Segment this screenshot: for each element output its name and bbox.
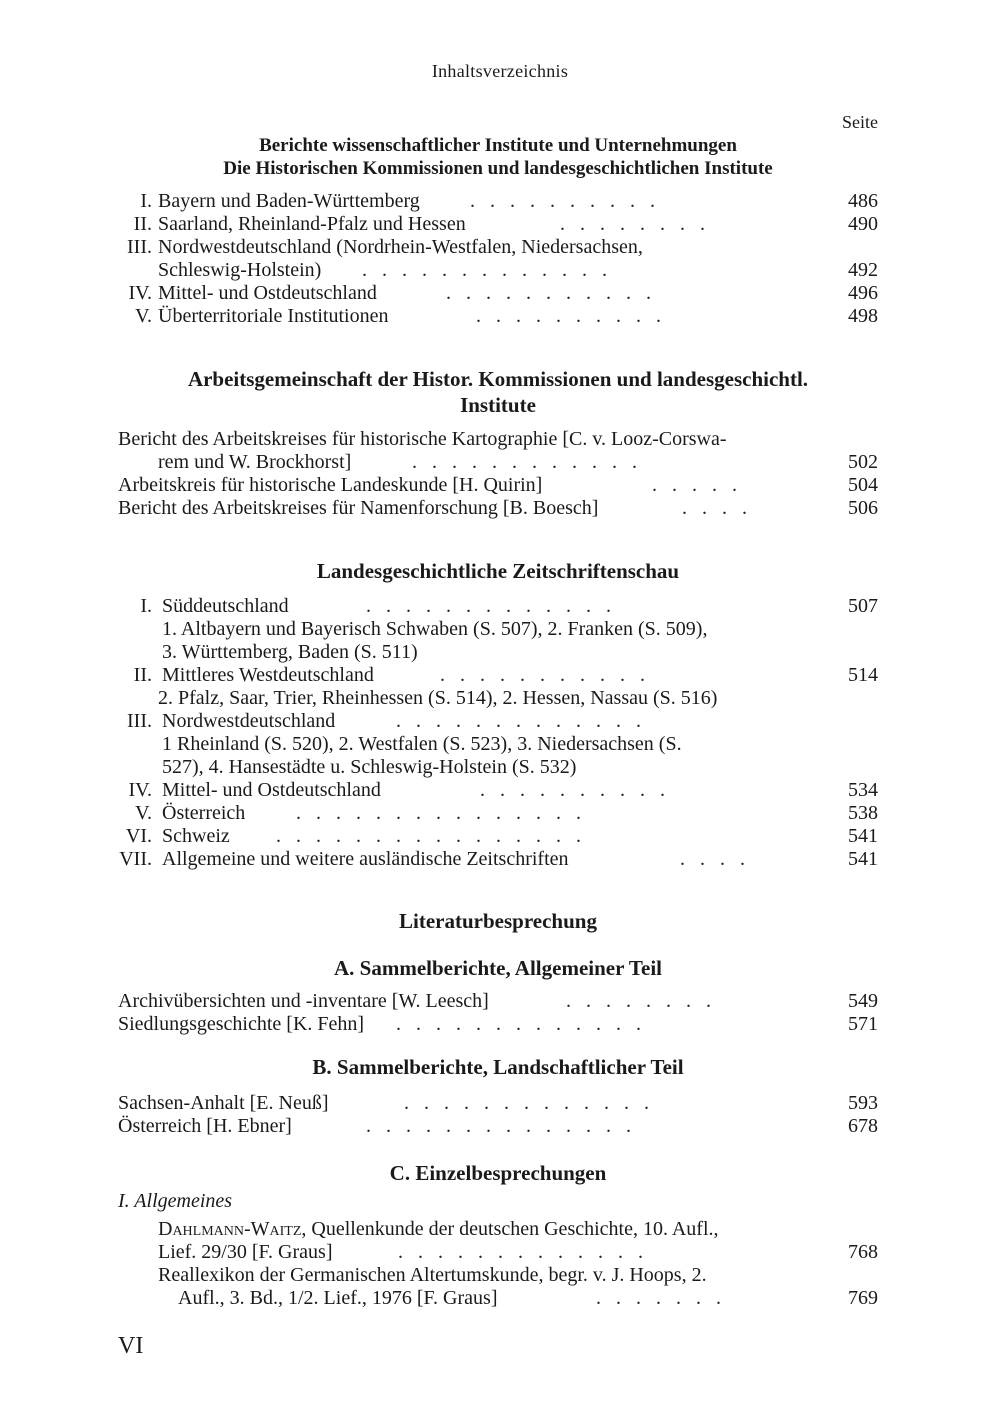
entry-title: Bayern und Baden-Württemberg (158, 190, 420, 212)
leader-dots: . . . . (682, 497, 747, 519)
section-heading: Literaturbesprechung (399, 909, 597, 933)
leader-dots: . . . . . . . . . . (470, 190, 655, 212)
entry-title-continued: rem und W. Brockhorst] (158, 451, 352, 473)
entry-page: 502 (848, 451, 878, 473)
toc-entry (0, 1218, 1000, 1241)
toc-entry-continuation (0, 1287, 1000, 1310)
entry-page: 549 (848, 990, 878, 1012)
toc-subentry (0, 618, 1000, 641)
running-head: Inhaltsverzeichnis (431, 61, 569, 81)
toc-entry (0, 1115, 1000, 1138)
toc-entry (0, 1092, 1000, 1115)
page-folio: VI (118, 1333, 144, 1359)
leader-dots: . . . . . (652, 474, 737, 496)
toc-entry (0, 802, 1000, 825)
toc-entry (0, 1013, 1000, 1036)
entry-page: 678 (848, 1115, 878, 1137)
leader-dots: . . . . . . . (596, 1287, 721, 1309)
entry-page: 538 (848, 802, 878, 824)
entry-page: 506 (848, 497, 878, 519)
toc-entry (0, 595, 1000, 618)
toc-entry (0, 848, 1000, 871)
toc-entry (0, 428, 1000, 451)
entry-page: 571 (848, 1013, 878, 1035)
entry-number: IV. (128, 282, 152, 304)
subentry-text: 1 Rheinland (S. 520), 2. Westfalen (S. 523), 3. Niedersachsen (S. (162, 733, 682, 755)
entry-title: Österreich [H. Ebner] (118, 1115, 292, 1137)
entry-number: II. (133, 213, 152, 235)
entry-title: Siedlungsgeschichte [K. Fehn] (118, 1013, 365, 1035)
category-title: I. Allgemeines (118, 1190, 233, 1212)
toc-entry (0, 190, 1000, 213)
entry-page: 593 (848, 1092, 878, 1114)
entry-title-continued: Lief. 29/30 [F. Graus] (158, 1241, 333, 1263)
entry-number: I. (140, 190, 152, 212)
toc-entry (0, 474, 1000, 497)
leader-dots: . . . . . . . . . . . . . (398, 1241, 643, 1263)
section-heading: Arbeitsgemeinschaft der Histor. Kommissionen und landesgeschichtl. (187, 367, 809, 391)
entry-title: Sachsen-Anhalt [E. Neuß] (118, 1092, 329, 1114)
entry-page: 507 (848, 595, 878, 617)
entry-number: III. (127, 236, 152, 258)
entry-page: 768 (848, 1241, 878, 1263)
entry-page: 492 (848, 259, 878, 281)
subentry-text: 2. Pfalz, Saar, Trier, Rheinhessen (S. 514), 2. Hessen, Nassau (S. 516) (158, 687, 718, 709)
entry-number: V. (135, 305, 152, 327)
entry-title: Mittleres Westdeutschland (162, 664, 374, 686)
subentry-text: 527), 4. Hansestädte u. Schleswig-Holstein (S. 532) (162, 756, 577, 778)
toc-subentry (0, 687, 1000, 710)
entry-title-rest: , Quellenkunde der deutschen Geschichte, 10. Aufl., (301, 1218, 719, 1240)
entry-page: 490 (848, 213, 878, 235)
category-label (0, 1190, 1000, 1213)
leader-dots: . . . . . . . . . . . . (412, 451, 637, 473)
entry-title: Bericht des Arbeitskreises für Namenforschung [B. Boesch] (118, 497, 599, 519)
toc-entry (0, 497, 1000, 520)
leader-dots: . . . . . . . . . . . . . (396, 710, 641, 732)
entry-number: V. (135, 802, 152, 824)
toc-entry (0, 305, 1000, 328)
toc-entry (0, 213, 1000, 236)
toc-entry-continuation (0, 451, 1000, 474)
entry-page: 504 (848, 474, 878, 496)
entry-title: Arbeitskreis für historische Landeskunde [H. Quirin] (118, 474, 543, 496)
leader-dots: . . . . . . . . . . . (440, 664, 645, 686)
subsection-heading: A. Sammelberichte, Allgemeiner Teil (334, 956, 662, 980)
section-heading: Berichte wissenschaftlicher Institute und Unternehmungen (259, 135, 737, 156)
toc-entry (0, 710, 1000, 733)
subsection-heading: B. Sammelberichte, Landschaftlicher Teil (312, 1055, 684, 1079)
entry-page: 496 (848, 282, 878, 304)
entry-title: Archivübersichten und -inventare [W. Leesch] (118, 990, 489, 1012)
subsection-heading: C. Einzelbesprechungen (389, 1161, 607, 1185)
entry-title: Nordwestdeutschland (Nordrhein-Westfalen, Niedersachsen, (158, 236, 643, 258)
leader-dots: . . . . . . . . . . . . . (366, 595, 611, 617)
leader-dots: . . . . . . . . . . (476, 305, 661, 327)
section-subheading: Die Historischen Kommissionen und landesgeschichtlichen Institute (223, 158, 773, 179)
subentry-text: 3. Württemberg, Baden (S. 511) (162, 641, 418, 663)
leader-dots: . . . . . . . . . . . . . (362, 259, 607, 281)
leader-dots: . . . . . . . . . . . (446, 282, 651, 304)
toc-subentry (0, 641, 1000, 664)
entry-title (158, 1218, 719, 1241)
entry-number: VI. (125, 825, 152, 847)
entry-number: II. (133, 664, 152, 686)
leader-dots: . . . . . . . . . . . . . (396, 1013, 641, 1035)
entry-page: 769 (848, 1287, 878, 1309)
leader-dots: . . . . . . . . . . . . . . . . (276, 825, 581, 847)
toc-entry (0, 825, 1000, 848)
entry-title: Süddeutschland (162, 595, 289, 617)
entry-title: Bericht des Arbeitskreises für historische Kartographie [C. v. Looz-Corswa- (118, 428, 727, 450)
entry-title-continued: Aufl., 3. Bd., 1/2. Lief., 1976 [F. Graus] (178, 1287, 498, 1309)
toc-entry (0, 664, 1000, 687)
toc-subentry (0, 733, 1000, 756)
entry-number: I. (140, 595, 152, 617)
entry-title: Schweiz (162, 825, 230, 847)
entry-title: Saarland, Rheinland-Pfalz und Hessen (158, 213, 466, 235)
section-heading-continued: Institute (460, 393, 536, 417)
section-heading: Landesgeschichtliche Zeitschriftenschau (316, 559, 680, 583)
subentry-text: 1. Altbayern und Bayerisch Schwaben (S. 507), 2. Franken (S. 509), (162, 618, 708, 640)
entry-page: 514 (848, 664, 878, 686)
toc-entry (0, 990, 1000, 1013)
toc-subentry (0, 756, 1000, 779)
leader-dots: . . . . . . . . . . . . . . (366, 1115, 631, 1137)
toc-entry (0, 236, 1000, 259)
entry-title-continued: Schleswig-Holstein) (158, 259, 322, 281)
entry-number: VII. (119, 848, 152, 870)
leader-dots: . . . . (680, 848, 745, 870)
entry-title: Mittel- und Ostdeutschland (158, 282, 377, 304)
page-column-label: Seite (842, 112, 878, 132)
entry-page: 486 (848, 190, 878, 212)
entry-title: Österreich (162, 802, 246, 824)
toc-entry-continuation (0, 1241, 1000, 1264)
toc-entry (0, 1264, 1000, 1287)
toc-entry (0, 282, 1000, 305)
leader-dots: . . . . . . . . . . . . . . . (296, 802, 581, 824)
toc-entry-continuation (0, 259, 1000, 282)
entry-title: Allgemeine und weitere ausländische Zeitschriften (162, 848, 569, 870)
entry-number: IV. (128, 779, 152, 801)
entry-page: 541 (848, 825, 878, 847)
entry-author: Dahlmann-Waitz (158, 1218, 302, 1240)
entry-title: Nordwestdeutschland (162, 710, 336, 732)
leader-dots: . . . . . . . . (566, 990, 711, 1012)
entry-page: 534 (848, 779, 878, 801)
leader-dots: . . . . . . . . . . (480, 779, 665, 801)
leader-dots: . . . . . . . . . . . . . (404, 1092, 649, 1114)
entry-title: Reallexikon der Germanischen Altertumskunde, begr. v. J. Hoops, 2. (158, 1264, 707, 1286)
entry-number: III. (127, 710, 152, 732)
leader-dots: . . . . . . . . (560, 213, 705, 235)
entry-page: 541 (848, 848, 878, 870)
toc-entry (0, 779, 1000, 802)
entry-page: 498 (848, 305, 878, 327)
entry-title: Überterritoriale Institutionen (158, 305, 389, 327)
entry-title: Mittel- und Ostdeutschland (162, 779, 381, 801)
